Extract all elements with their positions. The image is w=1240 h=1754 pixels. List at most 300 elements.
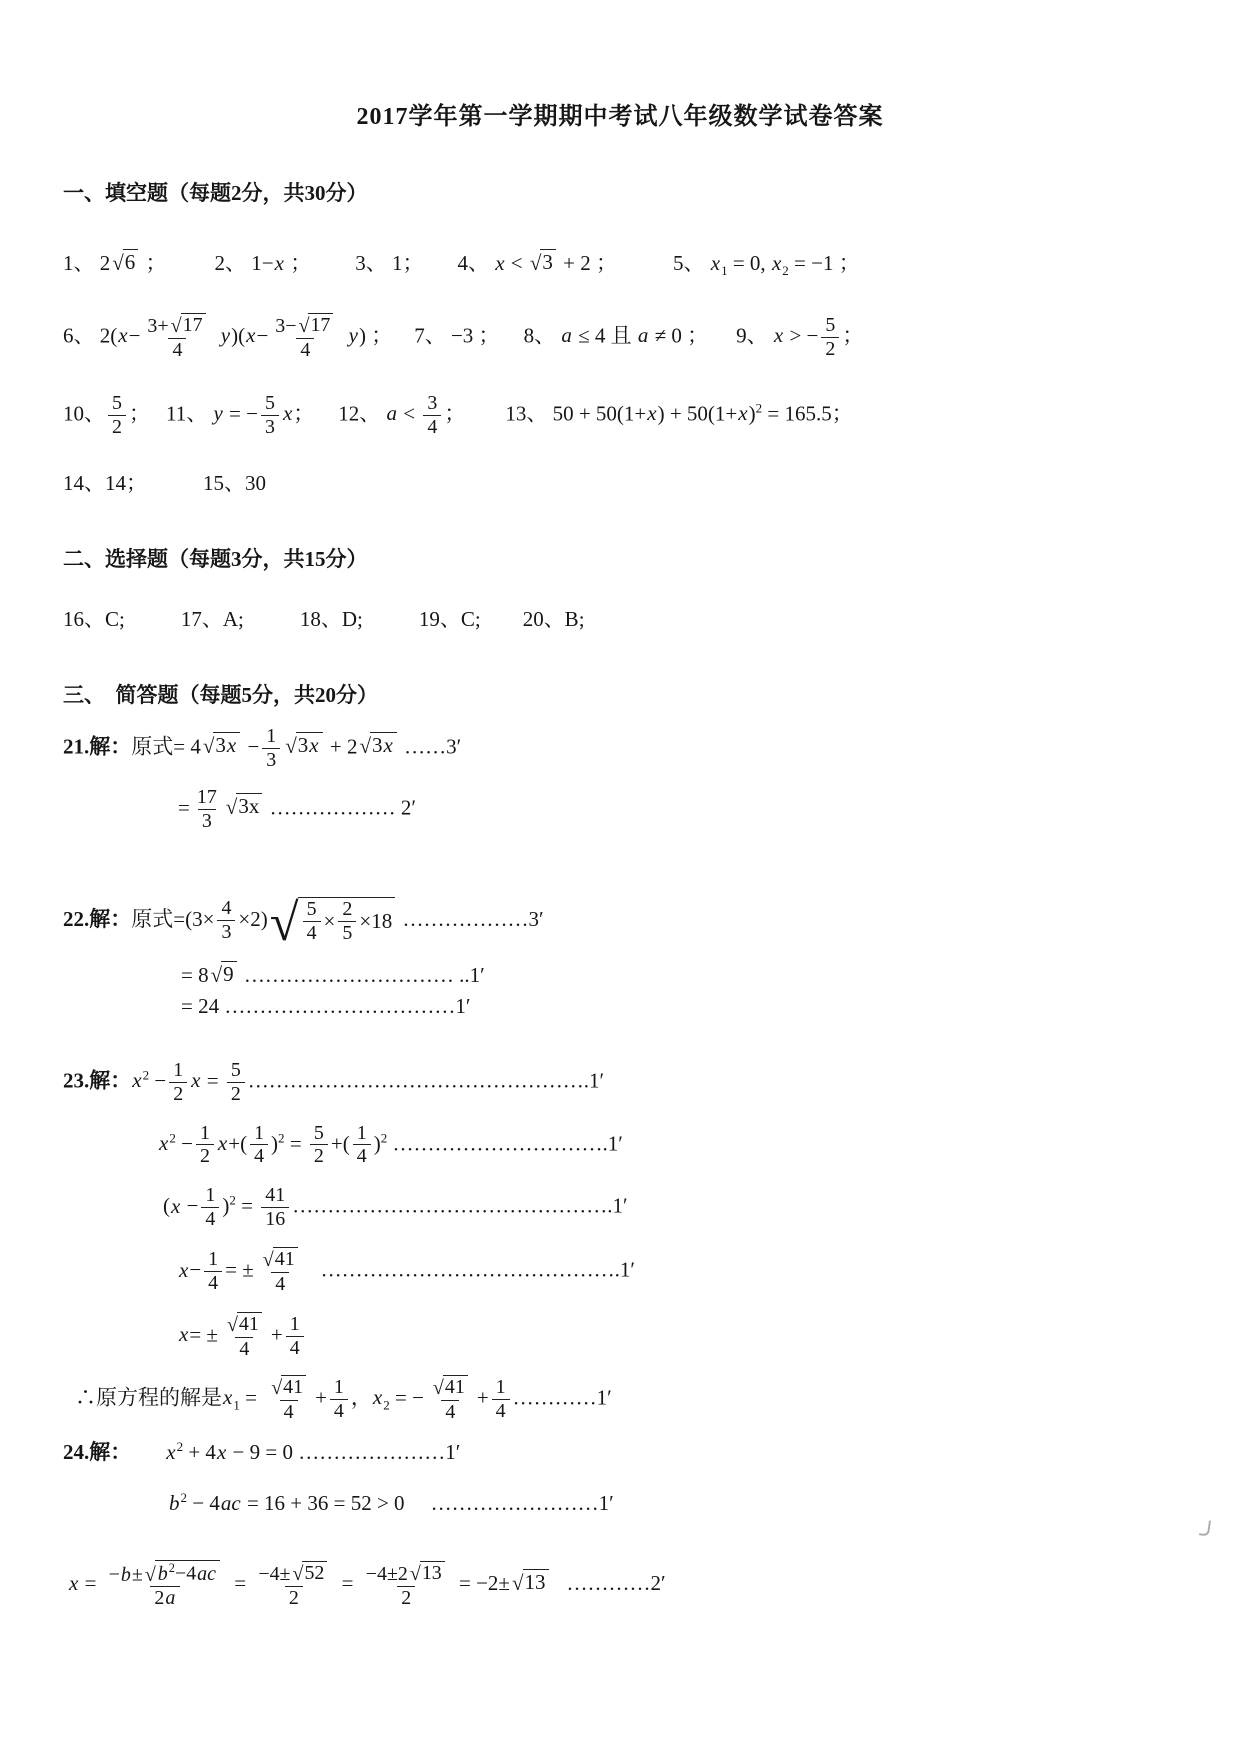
math-text: ； bbox=[293, 401, 315, 426]
spacer bbox=[363, 625, 419, 626]
sqrt-radical bbox=[285, 732, 322, 757]
denominator bbox=[441, 1400, 459, 1424]
numerator bbox=[262, 725, 280, 748]
section bbox=[63, 177, 1200, 497]
radical-sign-icon: √ bbox=[112, 251, 124, 275]
numerator bbox=[257, 1247, 304, 1272]
sqrt-radical bbox=[269, 893, 395, 952]
numerator bbox=[105, 1560, 226, 1587]
math-text: + 4 bbox=[183, 1439, 216, 1464]
section bbox=[63, 543, 1200, 633]
formula-line bbox=[63, 392, 1200, 439]
math-text: 5 bbox=[825, 314, 836, 337]
sqrt-radical bbox=[263, 1247, 298, 1271]
math-text: 10、 bbox=[63, 401, 105, 426]
math-text: = ± bbox=[225, 1257, 254, 1282]
fraction bbox=[821, 314, 839, 361]
sqrt-radical bbox=[271, 1375, 306, 1399]
denominator bbox=[198, 809, 216, 833]
denominator bbox=[262, 748, 280, 772]
math-variable: a bbox=[165, 1587, 176, 1610]
solution-label: 23.解： bbox=[63, 1067, 132, 1092]
math-text: 52 bbox=[304, 1561, 325, 1584]
radicand bbox=[181, 313, 206, 337]
math-variable: a bbox=[637, 323, 649, 348]
math-text: 6 bbox=[124, 249, 136, 274]
spacer bbox=[307, 1276, 321, 1277]
spacer bbox=[244, 625, 300, 626]
math-text: ……3′ bbox=[398, 734, 462, 759]
math-text: 15、30 bbox=[203, 470, 266, 495]
denominator bbox=[250, 1144, 268, 1168]
math-variable: x bbox=[223, 1385, 233, 1410]
math-variable: a bbox=[386, 401, 398, 426]
math-text: − bbox=[108, 1563, 120, 1586]
fraction bbox=[105, 1560, 226, 1611]
math-text: ………………………… ..1′ bbox=[238, 962, 485, 987]
superscript: 2 bbox=[229, 1192, 236, 1208]
math-text: 8、 bbox=[523, 323, 561, 348]
math-text: 3 bbox=[201, 809, 212, 832]
fraction bbox=[423, 392, 441, 439]
denominator bbox=[280, 1400, 298, 1424]
spacer bbox=[617, 269, 673, 270]
math-text: 1 bbox=[199, 1121, 210, 1144]
math-text: − bbox=[256, 323, 269, 348]
radical-sign-icon: √ bbox=[202, 734, 215, 759]
math-text: …………………………………….1′ bbox=[320, 1257, 635, 1282]
solution-label: 22.解： bbox=[63, 906, 132, 931]
formula-line bbox=[63, 893, 1200, 952]
superscript: 2 bbox=[176, 1438, 184, 1454]
math-text: ………………3′ bbox=[397, 906, 544, 931]
math-text: 1 bbox=[333, 1376, 344, 1399]
math-text: 3− bbox=[275, 315, 297, 338]
math-text: 6、 2( bbox=[63, 323, 118, 348]
math-variable: y bbox=[213, 401, 223, 426]
math-text: 17 bbox=[182, 314, 203, 337]
math-text: 原式=(3× bbox=[131, 906, 215, 931]
fraction bbox=[227, 1059, 245, 1106]
numerator bbox=[250, 1122, 268, 1145]
fraction bbox=[261, 392, 279, 439]
math-text: 5、 bbox=[673, 251, 710, 275]
sqrt-radical bbox=[299, 313, 334, 337]
denominator bbox=[217, 920, 235, 944]
numerator bbox=[227, 1059, 245, 1082]
numerator bbox=[204, 1248, 222, 1271]
math-text: 4 bbox=[254, 1145, 265, 1168]
math-text: 20、B; bbox=[522, 606, 585, 631]
subscript: 1 bbox=[721, 263, 728, 279]
radical-sign-icon: √ bbox=[271, 1377, 283, 1400]
math-variable: a bbox=[561, 323, 572, 348]
math-text: 原式= 4 bbox=[131, 734, 201, 759]
math-text: 16、C; bbox=[63, 606, 125, 631]
math-variable: b bbox=[157, 1562, 168, 1585]
math-text: 17 bbox=[310, 314, 331, 337]
spacer bbox=[311, 269, 355, 270]
math-variable: x bbox=[132, 1067, 142, 1092]
math-variable: y bbox=[220, 323, 231, 348]
denominator bbox=[821, 337, 839, 361]
math-text bbox=[215, 323, 220, 347]
denominator bbox=[196, 1144, 214, 1168]
math-text: 13 bbox=[524, 1569, 546, 1594]
sqrt-radical bbox=[530, 249, 556, 274]
math-text: 2 bbox=[154, 1587, 165, 1610]
math-text: 1 bbox=[289, 1313, 300, 1336]
math-text: ± bbox=[131, 1563, 143, 1586]
math-text: +( bbox=[228, 1130, 248, 1155]
radical-sign-icon: √ bbox=[285, 734, 297, 759]
numerator bbox=[193, 786, 221, 809]
denominator bbox=[310, 1144, 328, 1168]
math-text: ； bbox=[444, 401, 466, 426]
radicand bbox=[302, 1561, 327, 1585]
math-text: 1 bbox=[495, 1376, 506, 1399]
fraction bbox=[362, 1561, 451, 1610]
superscript: 2 bbox=[168, 1560, 175, 1575]
denominator bbox=[261, 1207, 289, 1231]
math-variable: ac bbox=[197, 1562, 216, 1585]
math-text: − bbox=[149, 1067, 167, 1092]
spacer bbox=[481, 625, 523, 626]
math-text: 11、 bbox=[165, 401, 213, 426]
superscript: 2 bbox=[169, 1129, 176, 1145]
solution-label: 21.解： bbox=[63, 734, 132, 759]
sqrt-radical bbox=[410, 1561, 445, 1585]
math-text: = − bbox=[223, 401, 258, 426]
math-text: 4、 bbox=[457, 251, 495, 275]
superscript: 2 bbox=[380, 1129, 388, 1145]
math-text: 5 bbox=[306, 897, 317, 920]
denominator bbox=[353, 1144, 371, 1168]
fraction bbox=[261, 1184, 289, 1231]
fraction bbox=[310, 1122, 328, 1169]
math-text: + bbox=[315, 1385, 327, 1410]
math-variable: x bbox=[171, 1193, 181, 1218]
math-text: − bbox=[242, 734, 260, 759]
spacer bbox=[150, 419, 166, 420]
radical-sign-icon: √ bbox=[409, 1562, 421, 1585]
formula-line bbox=[63, 1436, 1200, 1466]
math-text: ……………………1′ bbox=[430, 1490, 614, 1515]
fraction bbox=[221, 1312, 268, 1361]
math-text: 1 bbox=[205, 1184, 216, 1207]
sqrt-radical bbox=[112, 249, 138, 274]
math-variable: x bbox=[179, 1322, 189, 1347]
radical-sign-icon: √ bbox=[432, 1377, 444, 1400]
math-text: = bbox=[284, 1130, 307, 1155]
math-variable: x bbox=[191, 1067, 201, 1092]
fraction bbox=[254, 1561, 333, 1610]
radical-sign-icon: √ bbox=[511, 1570, 524, 1595]
denominator bbox=[303, 921, 321, 945]
radicand bbox=[273, 1247, 298, 1271]
math-text: = bbox=[235, 1193, 259, 1218]
radical-sign-icon: √ bbox=[210, 962, 223, 987]
radical-sign-icon: √ bbox=[226, 1314, 238, 1337]
math-text: ) ； bbox=[358, 323, 393, 348]
math-text: 2 bbox=[230, 1082, 241, 1105]
spacer bbox=[551, 1589, 567, 1590]
denominator bbox=[108, 415, 126, 439]
radicand bbox=[540, 249, 556, 274]
spacer bbox=[125, 625, 181, 626]
math-variable: x bbox=[495, 251, 505, 275]
math-text: 9、 bbox=[736, 323, 773, 348]
math-text: ∴原方程的解是 bbox=[75, 1385, 222, 1410]
math-text: − bbox=[128, 323, 141, 348]
math-variable: x bbox=[166, 1439, 176, 1464]
solution-label: 24.解： bbox=[63, 1439, 132, 1464]
math-text: 4 bbox=[208, 1272, 219, 1295]
math-variable: x bbox=[710, 251, 721, 275]
sqrt-radical bbox=[171, 313, 206, 337]
math-text: ； bbox=[842, 323, 864, 348]
math-text: 2 bbox=[112, 416, 122, 438]
math-text: −4 bbox=[174, 1562, 197, 1585]
formula-line bbox=[63, 313, 1200, 362]
math-text: 13、 50 + 50(1+ bbox=[505, 401, 647, 426]
math-text: × bbox=[323, 909, 336, 934]
math-text: 3 bbox=[297, 733, 309, 758]
page-title: 2017学年第一学期期中考试八年级数学试卷答案 bbox=[356, 104, 884, 130]
radicand bbox=[155, 1560, 220, 1586]
math-text: 4 bbox=[283, 1400, 294, 1423]
math-variable: ac bbox=[220, 1490, 241, 1515]
radical-sign-icon: √ bbox=[144, 1563, 156, 1586]
fraction bbox=[353, 1122, 371, 1169]
math-text: …………2′ bbox=[566, 1570, 666, 1595]
math-variable: x bbox=[226, 733, 237, 758]
denominator bbox=[492, 1399, 510, 1423]
math-text: 41 bbox=[265, 1184, 286, 1207]
fraction bbox=[286, 1313, 304, 1360]
sqrt-radical bbox=[203, 732, 240, 757]
math-text: 3 bbox=[266, 748, 277, 771]
math-text: 5 bbox=[230, 1058, 241, 1081]
formula-line bbox=[158, 1122, 1200, 1169]
denominator bbox=[330, 1399, 348, 1423]
spacer bbox=[405, 1509, 431, 1510]
spacer bbox=[708, 341, 736, 342]
fraction bbox=[257, 1247, 304, 1296]
formula-line bbox=[63, 603, 1200, 633]
radicand bbox=[237, 1312, 262, 1336]
numerator bbox=[338, 898, 356, 921]
denominator bbox=[285, 1586, 303, 1610]
formula-line bbox=[178, 786, 1200, 833]
numerator bbox=[362, 1561, 451, 1586]
spacer bbox=[147, 489, 203, 490]
math-text: 3 bbox=[221, 921, 232, 944]
math-variable: b bbox=[169, 1490, 180, 1515]
fraction bbox=[143, 313, 211, 362]
math-variable: x bbox=[69, 1570, 79, 1595]
math-variable: x bbox=[771, 251, 782, 275]
sqrt-radical bbox=[211, 961, 237, 986]
math-variable: x bbox=[217, 1130, 228, 1155]
math-text: 41 bbox=[444, 1376, 465, 1399]
math-text: = bbox=[229, 1570, 252, 1595]
denominator bbox=[397, 1586, 415, 1610]
math-text: 2 bbox=[288, 1586, 299, 1609]
math-text: 4 bbox=[172, 339, 183, 362]
math-text: = 24 ……………………………1′ bbox=[181, 993, 471, 1018]
math-text: 9 bbox=[223, 961, 234, 986]
radical-sign-icon: √ bbox=[225, 795, 238, 820]
sqrt-radical bbox=[512, 1569, 549, 1594]
math-text: 17、A; bbox=[180, 606, 244, 631]
fraction bbox=[265, 1375, 312, 1424]
fraction bbox=[217, 897, 235, 944]
formula-line bbox=[178, 1312, 1200, 1361]
denominator bbox=[204, 1271, 222, 1295]
fraction bbox=[204, 1248, 222, 1295]
formula-line bbox=[63, 247, 1200, 279]
math-text: < bbox=[398, 401, 421, 426]
numerator bbox=[261, 392, 279, 415]
spacer bbox=[500, 341, 524, 342]
math-text: 2 bbox=[313, 1145, 324, 1168]
math-text: 1 bbox=[356, 1121, 367, 1144]
numerator bbox=[286, 1313, 304, 1336]
math-text: ； bbox=[128, 401, 150, 426]
math-text: 3 bbox=[264, 416, 275, 438]
math-text: 4 bbox=[306, 921, 317, 944]
sqrt-radical bbox=[227, 1312, 262, 1336]
fraction bbox=[330, 1376, 348, 1423]
numerator bbox=[271, 313, 339, 338]
numerator bbox=[265, 1375, 312, 1400]
math-text: ； bbox=[284, 251, 312, 275]
math-text: < bbox=[505, 251, 528, 275]
radicand bbox=[298, 897, 396, 945]
math-text: ≤ 4 且 bbox=[572, 323, 637, 348]
section bbox=[63, 679, 1200, 1610]
denominator bbox=[235, 1337, 253, 1361]
sqrt-radical bbox=[293, 1561, 328, 1585]
math-text: 18、D; bbox=[299, 606, 363, 631]
superscript: 2 bbox=[278, 1129, 285, 1145]
formula-line bbox=[163, 1184, 1200, 1231]
math-variable: x bbox=[383, 733, 393, 758]
math-variable: x bbox=[274, 251, 284, 275]
math-text: ≠ 0 ； bbox=[649, 323, 709, 348]
math-text: ) bbox=[222, 1193, 230, 1218]
math-text: 3 bbox=[215, 733, 226, 758]
fraction bbox=[169, 1059, 187, 1106]
denominator bbox=[271, 1272, 289, 1296]
math-text: − bbox=[181, 1193, 199, 1218]
spacer bbox=[465, 419, 505, 420]
math-text: ； bbox=[140, 251, 167, 275]
math-text: 4 bbox=[495, 1399, 506, 1422]
radicand bbox=[123, 249, 139, 274]
spacer bbox=[314, 419, 338, 420]
denominator bbox=[169, 1082, 187, 1106]
denominator bbox=[296, 338, 314, 362]
math-text: −4± bbox=[258, 1562, 291, 1585]
formula-line bbox=[168, 1490, 1200, 1516]
math-text: = bbox=[336, 1570, 359, 1595]
math-text: 19、C; bbox=[418, 606, 481, 631]
math-text: 3 bbox=[542, 249, 553, 274]
numerator bbox=[423, 392, 441, 415]
math-text: 2 bbox=[173, 1082, 184, 1105]
math-text: 12、 bbox=[338, 401, 386, 426]
math-text: = bbox=[239, 1385, 263, 1410]
math-text: 7、 −3 ； bbox=[414, 323, 500, 348]
formula-line bbox=[75, 1375, 1200, 1424]
math-variable: x bbox=[118, 323, 128, 348]
math-text: = bbox=[201, 1067, 224, 1092]
radicand bbox=[443, 1375, 468, 1399]
sqrt-radical bbox=[359, 732, 396, 757]
math-text: − 4 bbox=[187, 1490, 220, 1515]
math-text: 2、 1− bbox=[214, 251, 274, 275]
math-text: 4 bbox=[289, 1337, 300, 1360]
spacer bbox=[131, 1458, 165, 1459]
radicand bbox=[221, 961, 237, 986]
math-text: 3 bbox=[427, 392, 438, 415]
numerator bbox=[221, 1312, 268, 1337]
radicand bbox=[420, 1561, 445, 1585]
math-variable: x bbox=[282, 401, 293, 426]
math-variable: x bbox=[372, 1385, 383, 1410]
math-variable: x bbox=[159, 1130, 169, 1155]
radicand bbox=[370, 732, 397, 757]
radicand bbox=[236, 793, 262, 818]
fraction bbox=[492, 1376, 510, 1423]
radical-sign-icon: √ bbox=[529, 251, 542, 275]
formula-line bbox=[68, 1560, 1200, 1611]
math-text: 14、14； bbox=[63, 470, 147, 495]
math-variable: x bbox=[216, 1439, 227, 1464]
denominator bbox=[286, 1336, 304, 1360]
formula-line bbox=[63, 1059, 1200, 1106]
fraction bbox=[196, 1122, 214, 1169]
math-text: 3x bbox=[238, 793, 260, 818]
superscript: 2 bbox=[755, 400, 763, 416]
section-heading: 三、 简答题（每题5分，共20分） bbox=[63, 682, 378, 707]
numerator bbox=[143, 313, 211, 338]
math-text: ) bbox=[271, 1130, 279, 1155]
denominator bbox=[168, 338, 186, 362]
math-text: 17 bbox=[196, 785, 217, 808]
subscript: 2 bbox=[782, 263, 789, 279]
fraction bbox=[338, 898, 356, 945]
sections bbox=[63, 177, 1200, 1610]
scan-artifact bbox=[1199, 1519, 1211, 1536]
math-text: ×18 bbox=[359, 909, 393, 934]
formula-line bbox=[178, 1247, 1200, 1296]
math-text: = −1 ； bbox=[788, 251, 860, 275]
math-text: 4 bbox=[356, 1145, 367, 1168]
math-text: ……………… 2′ bbox=[264, 795, 416, 820]
math-text: − 9 = 0 …………………1′ bbox=[227, 1439, 461, 1464]
radical-sign-icon: √ bbox=[359, 734, 371, 759]
math-text: = 0, bbox=[727, 251, 771, 275]
math-text: = 165.5； bbox=[762, 401, 853, 426]
math-text: 4 bbox=[300, 339, 311, 362]
subscript: 2 bbox=[383, 1397, 390, 1413]
fraction bbox=[108, 392, 126, 439]
math-variable: x bbox=[738, 401, 748, 426]
section-heading: 二、选择题（每题3分，共15分） bbox=[63, 546, 368, 571]
